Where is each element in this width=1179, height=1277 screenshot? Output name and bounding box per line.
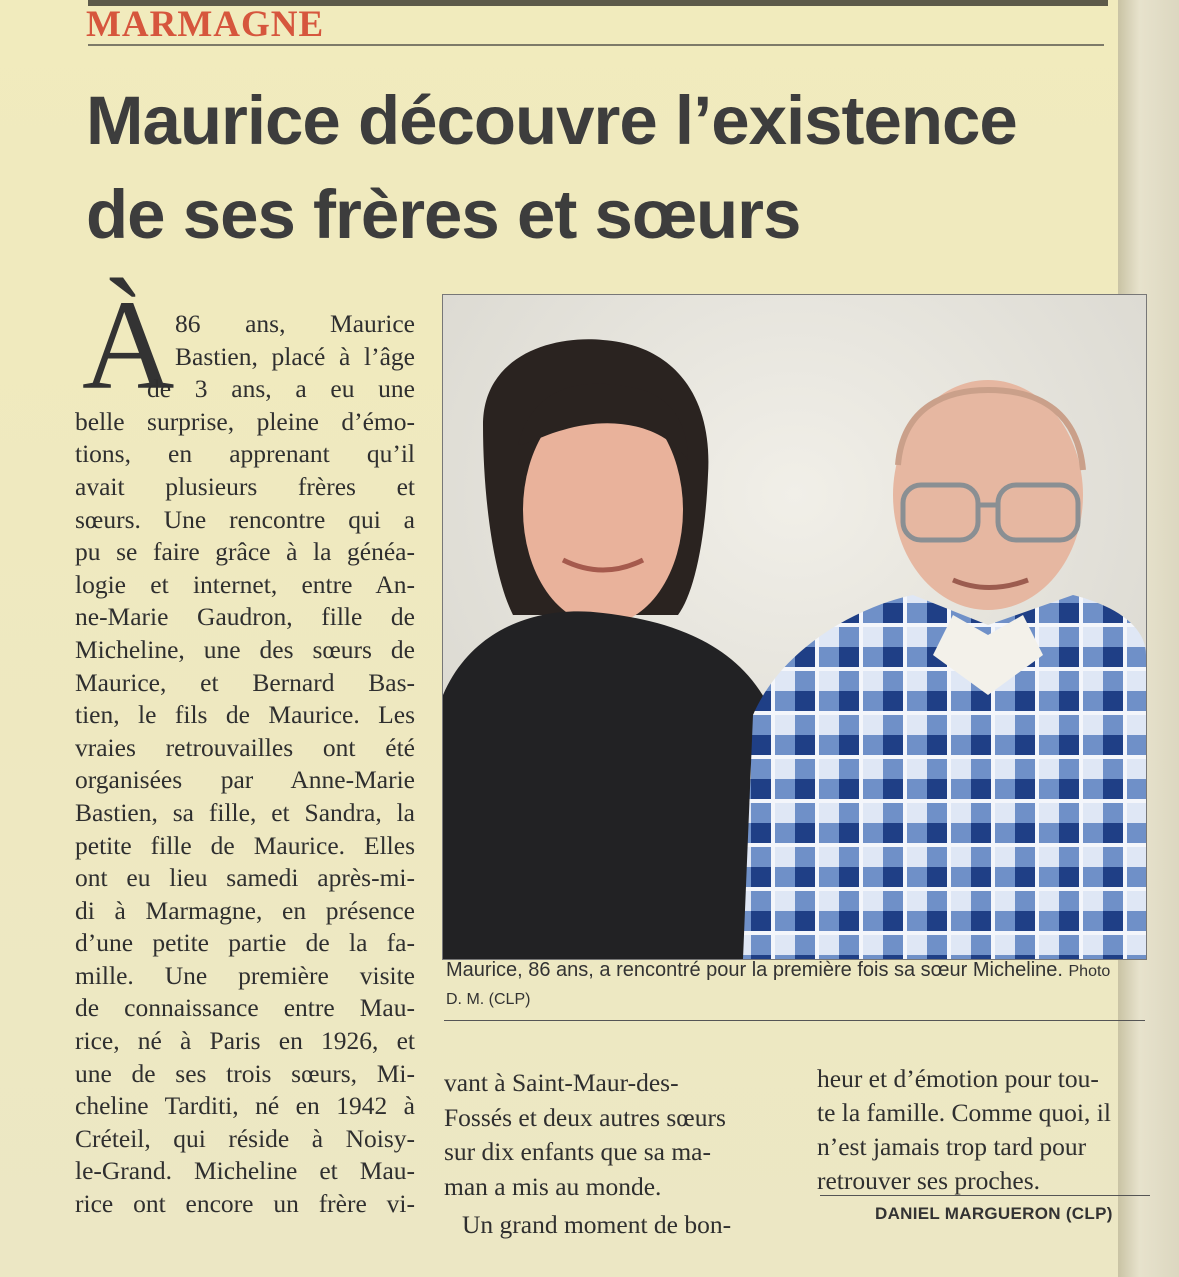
text-line: Maurice, et Bernard Bas- — [75, 667, 415, 697]
text-line: ont eu lieu samedi après-mi- — [75, 863, 415, 893]
text-line: vraies retrouvailles ont été — [75, 732, 415, 762]
text-line: rice, né à Paris en 1926, et — [75, 1026, 415, 1056]
headline-line-2: de ses frères et sœurs — [86, 176, 801, 253]
author-signature: DANIEL MARGUERON (CLP) — [875, 1204, 1113, 1223]
article-column-3 — [817, 1062, 1155, 1198]
text-line: ne-Marie Gaudron, fille de — [75, 602, 415, 632]
text-line: petite fille de Maurice. Elles — [75, 830, 415, 860]
text-line: logie et internet, entre An- — [75, 569, 415, 599]
text-line: 86 ans, Maurice — [175, 309, 415, 338]
text-line: cheline Tarditi, né en 1942 à — [75, 1091, 415, 1121]
drop-cap: À — [82, 274, 175, 416]
text-line: Bastien, sa fille, et Sandra, la — [75, 797, 415, 827]
text-line: n’est jamais trop tard pour — [817, 1132, 1087, 1161]
text-line: le-Grand. Micheline et Mau- — [75, 1156, 415, 1186]
text-line: de 3 ans, a eu une — [147, 374, 415, 404]
text-line: Bastien, placé à l’âge — [175, 341, 415, 371]
text-line: tions, en apprenant qu’il — [75, 439, 415, 469]
text-line: di à Marmagne, en présence — [75, 895, 415, 925]
text-line: avait plusieurs frères et — [75, 471, 415, 501]
text-line: belle surprise, pleine d’émo- — [75, 406, 415, 436]
photo — [442, 294, 1147, 960]
text-line: Un grand moment de bon- — [462, 1210, 732, 1239]
text-line: Fossés et deux autres sœurs — [444, 1102, 726, 1132]
text-line: sœurs. Une rencontre qui a — [75, 504, 415, 534]
text-line: retrouver ses proches. — [817, 1166, 1041, 1195]
caption-rule — [444, 1020, 1145, 1021]
text-line: tien, le fils de Maurice. Les — [75, 700, 415, 730]
headline — [86, 74, 1116, 262]
headline-line-1: Maurice découvre l’existence — [86, 82, 1017, 159]
caption-credit: Photo D. M. (CLP) — [446, 963, 1111, 1008]
text-line: de connaissance entre Mau- — [75, 993, 415, 1023]
text-line: d’une petite partie de la fa- — [75, 928, 415, 958]
text-line: vant à Saint-Maur-des- — [444, 1068, 679, 1097]
photo-illustration — [443, 295, 1146, 959]
article-column-2 — [444, 1066, 784, 1243]
text-line: heur et d’émotion pour tou- — [817, 1064, 1099, 1093]
signature-rule — [820, 1195, 1150, 1196]
photo-caption — [446, 957, 1126, 1013]
text-line: rice ont encore un frère vi- — [75, 1189, 415, 1219]
section-label: MARMAGNE — [86, 4, 325, 45]
text-line: mille. Une première visite — [75, 960, 415, 990]
text-line: pu se faire grâce à la généa- — [75, 537, 415, 567]
text-line: man a mis au monde. — [444, 1171, 662, 1201]
text-line: te la famille. Comme quoi, il — [817, 1098, 1111, 1127]
text-line: organisées par Anne-Marie — [75, 765, 415, 795]
text-line: Créteil, qui réside à Noisy- — [75, 1123, 415, 1153]
caption-text: Maurice, 86 ans, a rencontré pour la première fois sa sœur Micheline. — [446, 959, 1063, 981]
article-column-1 — [75, 308, 415, 1221]
text-line: sur dix enfants que sa ma- — [444, 1137, 711, 1166]
text-line: une de ses trois sœurs, Mi- — [75, 1058, 415, 1088]
text-line: Micheline, une des sœurs de — [75, 634, 415, 664]
